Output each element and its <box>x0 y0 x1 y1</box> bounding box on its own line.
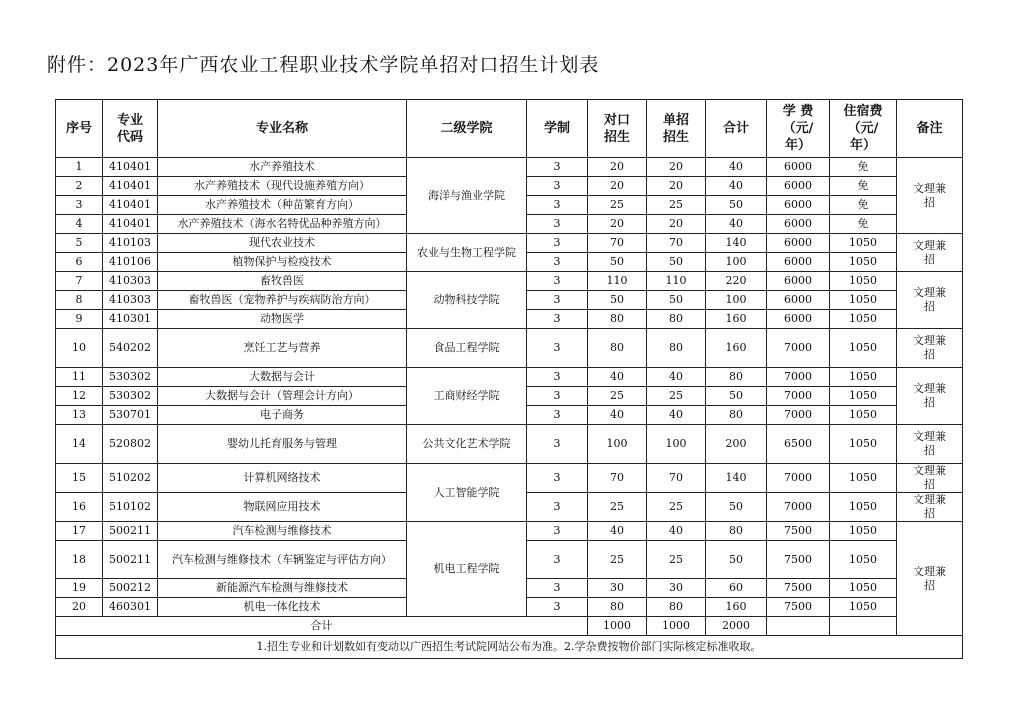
cell-major: 植物保护与检疫技术 <box>158 253 407 272</box>
table-row <box>56 234 963 253</box>
cell-total: 100 <box>706 291 767 310</box>
cell-duikou: 25 <box>588 493 647 522</box>
cell-duikou: 20 <box>588 177 647 196</box>
cell-danzhao: 80 <box>647 310 706 329</box>
cell-code: 410401 <box>103 196 158 215</box>
cell-major: 水产养殖技术（种苗繁育方向） <box>158 196 407 215</box>
total-empty <box>830 617 897 636</box>
cell-duration: 3 <box>527 522 588 541</box>
cell-duikou: 100 <box>588 425 647 464</box>
cell-dorm: 1050 <box>830 522 897 541</box>
cell-duration: 3 <box>527 387 588 406</box>
cell-duration: 3 <box>527 406 588 425</box>
cell-seq: 14 <box>56 425 103 464</box>
cell-tuition: 7000 <box>767 406 830 425</box>
header-college: 二级学院 <box>407 100 527 158</box>
cell-dorm: 1050 <box>830 493 897 522</box>
table-row <box>56 425 963 464</box>
cell-seq: 7 <box>56 272 103 291</box>
cell-total: 50 <box>706 387 767 406</box>
header-code: 专业代码 <box>103 100 158 158</box>
cell-duration: 3 <box>527 253 588 272</box>
cell-duration: 3 <box>527 598 588 617</box>
cell-dorm: 1050 <box>830 598 897 617</box>
cell-major: 水产养殖技术 <box>158 158 407 177</box>
cell-duration: 3 <box>527 541 588 579</box>
cell-code: 410401 <box>103 158 158 177</box>
cell-tuition: 6000 <box>767 158 830 177</box>
cell-seq: 18 <box>56 541 103 579</box>
cell-dorm: 1050 <box>830 291 897 310</box>
cell-remark: 文理兼招 <box>897 522 963 636</box>
cell-seq: 6 <box>56 253 103 272</box>
cell-major: 汽车检测与维修技术（车辆鉴定与评估方向） <box>158 541 407 579</box>
enrollment-plan-table <box>55 99 963 659</box>
cell-major: 动物医学 <box>158 310 407 329</box>
cell-duration: 3 <box>527 234 588 253</box>
cell-major: 烹饪工艺与营养 <box>158 329 407 368</box>
cell-major: 大数据与会计（管理会计方向） <box>158 387 407 406</box>
cell-total: 160 <box>706 329 767 368</box>
cell-code: 510202 <box>103 464 158 493</box>
cell-code: 410401 <box>103 177 158 196</box>
header-remark: 备注 <box>897 100 963 158</box>
cell-tuition: 7000 <box>767 368 830 387</box>
cell-seq: 4 <box>56 215 103 234</box>
cell-total: 220 <box>706 272 767 291</box>
cell-college: 食品工程学院 <box>407 329 527 368</box>
cell-danzhao: 25 <box>647 541 706 579</box>
total-danzhao: 1000 <box>647 617 706 636</box>
cell-total: 80 <box>706 406 767 425</box>
cell-duikou: 110 <box>588 272 647 291</box>
cell-seq: 16 <box>56 493 103 522</box>
cell-duikou: 50 <box>588 253 647 272</box>
footnote: 1.招生专业和计划数如有变动以广西招生考试院网站公布为准。2.学杂费按物价部门实际核定标准收取。 <box>56 636 963 659</box>
header-danzhao: 单招招生 <box>647 100 706 158</box>
cell-danzhao: 40 <box>647 406 706 425</box>
cell-major: 电子商务 <box>158 406 407 425</box>
cell-duikou: 40 <box>588 522 647 541</box>
cell-major: 现代农业技术 <box>158 234 407 253</box>
cell-seq: 5 <box>56 234 103 253</box>
cell-danzhao: 80 <box>647 598 706 617</box>
cell-duikou: 40 <box>588 368 647 387</box>
cell-seq: 8 <box>56 291 103 310</box>
cell-duikou: 40 <box>588 406 647 425</box>
cell-tuition: 7500 <box>767 522 830 541</box>
cell-college: 海洋与渔业学院 <box>407 158 527 234</box>
cell-total: 100 <box>706 253 767 272</box>
cell-tuition: 7500 <box>767 598 830 617</box>
cell-total: 160 <box>706 310 767 329</box>
cell-total: 80 <box>706 368 767 387</box>
cell-seq: 10 <box>56 329 103 368</box>
cell-dorm: 1050 <box>830 541 897 579</box>
cell-dorm: 1050 <box>830 464 897 493</box>
cell-code: 500211 <box>103 522 158 541</box>
cell-code: 410301 <box>103 310 158 329</box>
table-row <box>56 464 963 493</box>
cell-duikou: 70 <box>588 234 647 253</box>
cell-college: 工商财经学院 <box>407 368 527 425</box>
table-row <box>56 368 963 387</box>
header-duration: 学制 <box>527 100 588 158</box>
cell-major: 汽车检测与维修技术 <box>158 522 407 541</box>
header-seq: 序号 <box>56 100 103 158</box>
cell-danzhao: 110 <box>647 272 706 291</box>
table-row <box>56 522 963 541</box>
cell-dorm: 1050 <box>830 234 897 253</box>
cell-duikou: 20 <box>588 158 647 177</box>
cell-danzhao: 25 <box>647 196 706 215</box>
cell-duration: 3 <box>527 425 588 464</box>
header-major: 专业名称 <box>158 100 407 158</box>
cell-remark: 文理兼招 <box>897 368 963 425</box>
cell-code: 410303 <box>103 291 158 310</box>
cell-tuition: 6500 <box>767 425 830 464</box>
cell-dorm: 1050 <box>830 272 897 291</box>
cell-code: 520802 <box>103 425 158 464</box>
cell-total: 40 <box>706 177 767 196</box>
cell-seq: 1 <box>56 158 103 177</box>
cell-duration: 3 <box>527 493 588 522</box>
cell-duration: 3 <box>527 464 588 493</box>
table-row <box>56 329 963 368</box>
cell-dorm: 1050 <box>830 387 897 406</box>
cell-code: 410103 <box>103 234 158 253</box>
cell-tuition: 7000 <box>767 493 830 522</box>
cell-danzhao: 50 <box>647 253 706 272</box>
cell-seq: 17 <box>56 522 103 541</box>
cell-tuition: 6000 <box>767 272 830 291</box>
cell-duikou: 70 <box>588 464 647 493</box>
cell-danzhao: 50 <box>647 291 706 310</box>
cell-dorm: 1050 <box>830 579 897 598</box>
cell-code: 460301 <box>103 598 158 617</box>
cell-code: 510102 <box>103 493 158 522</box>
cell-duration: 3 <box>527 158 588 177</box>
cell-code: 500211 <box>103 541 158 579</box>
cell-code: 500212 <box>103 579 158 598</box>
cell-code: 530302 <box>103 387 158 406</box>
header-duikou: 对口招生 <box>588 100 647 158</box>
cell-college: 人工智能学院 <box>407 464 527 522</box>
cell-major: 新能源汽车检测与维修技术 <box>158 579 407 598</box>
cell-total: 140 <box>706 234 767 253</box>
cell-dorm: 免 <box>830 158 897 177</box>
cell-major: 水产养殖技术（现代设施养殖方向） <box>158 177 407 196</box>
cell-duration: 3 <box>527 196 588 215</box>
cell-total: 60 <box>706 579 767 598</box>
cell-duikou: 25 <box>588 387 647 406</box>
cell-tuition: 7000 <box>767 329 830 368</box>
cell-duikou: 80 <box>588 310 647 329</box>
header-dorm: 住宿费（元/年） <box>830 100 897 158</box>
document-title: 附件：2023年广西农业工程职业技术学院单招对口招生计划表 <box>47 54 600 76</box>
cell-code: 410303 <box>103 272 158 291</box>
cell-seq: 3 <box>56 196 103 215</box>
cell-remark: 文理兼招 <box>897 493 963 522</box>
cell-dorm: 1050 <box>830 406 897 425</box>
cell-dorm: 1050 <box>830 368 897 387</box>
cell-seq: 11 <box>56 368 103 387</box>
cell-major: 婴幼儿托育服务与管理 <box>158 425 407 464</box>
cell-seq: 15 <box>56 464 103 493</box>
cell-total: 160 <box>706 598 767 617</box>
cell-total: 40 <box>706 158 767 177</box>
cell-seq: 2 <box>56 177 103 196</box>
cell-duration: 3 <box>527 579 588 598</box>
cell-tuition: 6000 <box>767 310 830 329</box>
cell-duration: 3 <box>527 177 588 196</box>
cell-danzhao: 40 <box>647 368 706 387</box>
cell-total: 50 <box>706 196 767 215</box>
cell-tuition: 6000 <box>767 234 830 253</box>
cell-duration: 3 <box>527 215 588 234</box>
cell-duikou: 80 <box>588 329 647 368</box>
cell-danzhao: 80 <box>647 329 706 368</box>
total-row <box>56 617 963 636</box>
cell-danzhao: 20 <box>647 177 706 196</box>
cell-tuition: 7500 <box>767 541 830 579</box>
cell-danzhao: 40 <box>647 522 706 541</box>
cell-duration: 3 <box>527 329 588 368</box>
cell-major: 大数据与会计 <box>158 368 407 387</box>
cell-seq: 20 <box>56 598 103 617</box>
cell-seq: 12 <box>56 387 103 406</box>
cell-college: 动物科技学院 <box>407 272 527 329</box>
cell-remark: 文理兼招 <box>897 425 963 464</box>
cell-code: 410401 <box>103 215 158 234</box>
cell-code: 530701 <box>103 406 158 425</box>
cell-tuition: 6000 <box>767 253 830 272</box>
cell-tuition: 6000 <box>767 215 830 234</box>
cell-dorm: 1050 <box>830 310 897 329</box>
table-header-row <box>56 100 963 158</box>
cell-college: 公共文化艺术学院 <box>407 425 527 464</box>
cell-danzhao: 25 <box>647 387 706 406</box>
cell-major: 计算机网络技术 <box>158 464 407 493</box>
cell-remark: 文理兼招 <box>897 329 963 368</box>
cell-duikou: 50 <box>588 291 647 310</box>
total-sum: 2000 <box>706 617 767 636</box>
cell-duration: 3 <box>527 310 588 329</box>
cell-duikou: 25 <box>588 541 647 579</box>
cell-total: 140 <box>706 464 767 493</box>
cell-total: 50 <box>706 493 767 522</box>
cell-seq: 19 <box>56 579 103 598</box>
cell-college: 农业与生物工程学院 <box>407 234 527 272</box>
cell-code: 530302 <box>103 368 158 387</box>
cell-total: 80 <box>706 522 767 541</box>
cell-tuition: 7000 <box>767 464 830 493</box>
cell-college: 机电工程学院 <box>407 522 527 617</box>
cell-danzhao: 100 <box>647 425 706 464</box>
note-row <box>56 636 963 659</box>
cell-remark: 文理兼招 <box>897 272 963 329</box>
cell-tuition: 6000 <box>767 291 830 310</box>
table-row <box>56 272 963 291</box>
cell-dorm: 1050 <box>830 329 897 368</box>
cell-dorm: 1050 <box>830 425 897 464</box>
cell-tuition: 6000 <box>767 196 830 215</box>
cell-dorm: 1050 <box>830 253 897 272</box>
cell-major: 畜牧兽医（宠物养护与疾病防治方向） <box>158 291 407 310</box>
cell-remark: 文理兼招 <box>897 234 963 272</box>
table-row <box>56 158 963 177</box>
cell-remark: 文理兼招 <box>897 464 963 493</box>
cell-danzhao: 25 <box>647 493 706 522</box>
header-tuition: 学 费（元/年） <box>767 100 830 158</box>
cell-danzhao: 70 <box>647 464 706 493</box>
cell-dorm: 免 <box>830 177 897 196</box>
cell-major: 水产养殖技术（海水名特优品种养殖方向） <box>158 215 407 234</box>
total-empty <box>767 617 830 636</box>
header-total: 合计 <box>706 100 767 158</box>
cell-code: 410106 <box>103 253 158 272</box>
cell-tuition: 6000 <box>767 177 830 196</box>
cell-major: 物联网应用技术 <box>158 493 407 522</box>
cell-duration: 3 <box>527 272 588 291</box>
cell-duikou: 80 <box>588 598 647 617</box>
cell-danzhao: 30 <box>647 579 706 598</box>
cell-remark: 文理兼招 <box>897 158 963 234</box>
cell-duration: 3 <box>527 368 588 387</box>
cell-duikou: 25 <box>588 196 647 215</box>
cell-seq: 9 <box>56 310 103 329</box>
cell-tuition: 7000 <box>767 387 830 406</box>
cell-total: 200 <box>706 425 767 464</box>
cell-duration: 3 <box>527 291 588 310</box>
cell-total: 50 <box>706 541 767 579</box>
cell-total: 40 <box>706 215 767 234</box>
cell-seq: 13 <box>56 406 103 425</box>
cell-danzhao: 20 <box>647 158 706 177</box>
cell-dorm: 免 <box>830 196 897 215</box>
cell-dorm: 免 <box>830 215 897 234</box>
cell-tuition: 7500 <box>767 579 830 598</box>
cell-code: 540202 <box>103 329 158 368</box>
cell-danzhao: 20 <box>647 215 706 234</box>
cell-danzhao: 70 <box>647 234 706 253</box>
cell-duikou: 20 <box>588 215 647 234</box>
total-label: 合计 <box>56 617 588 636</box>
cell-major: 畜牧兽医 <box>158 272 407 291</box>
cell-major: 机电一体化技术 <box>158 598 407 617</box>
total-duikou: 1000 <box>588 617 647 636</box>
cell-duikou: 30 <box>588 579 647 598</box>
